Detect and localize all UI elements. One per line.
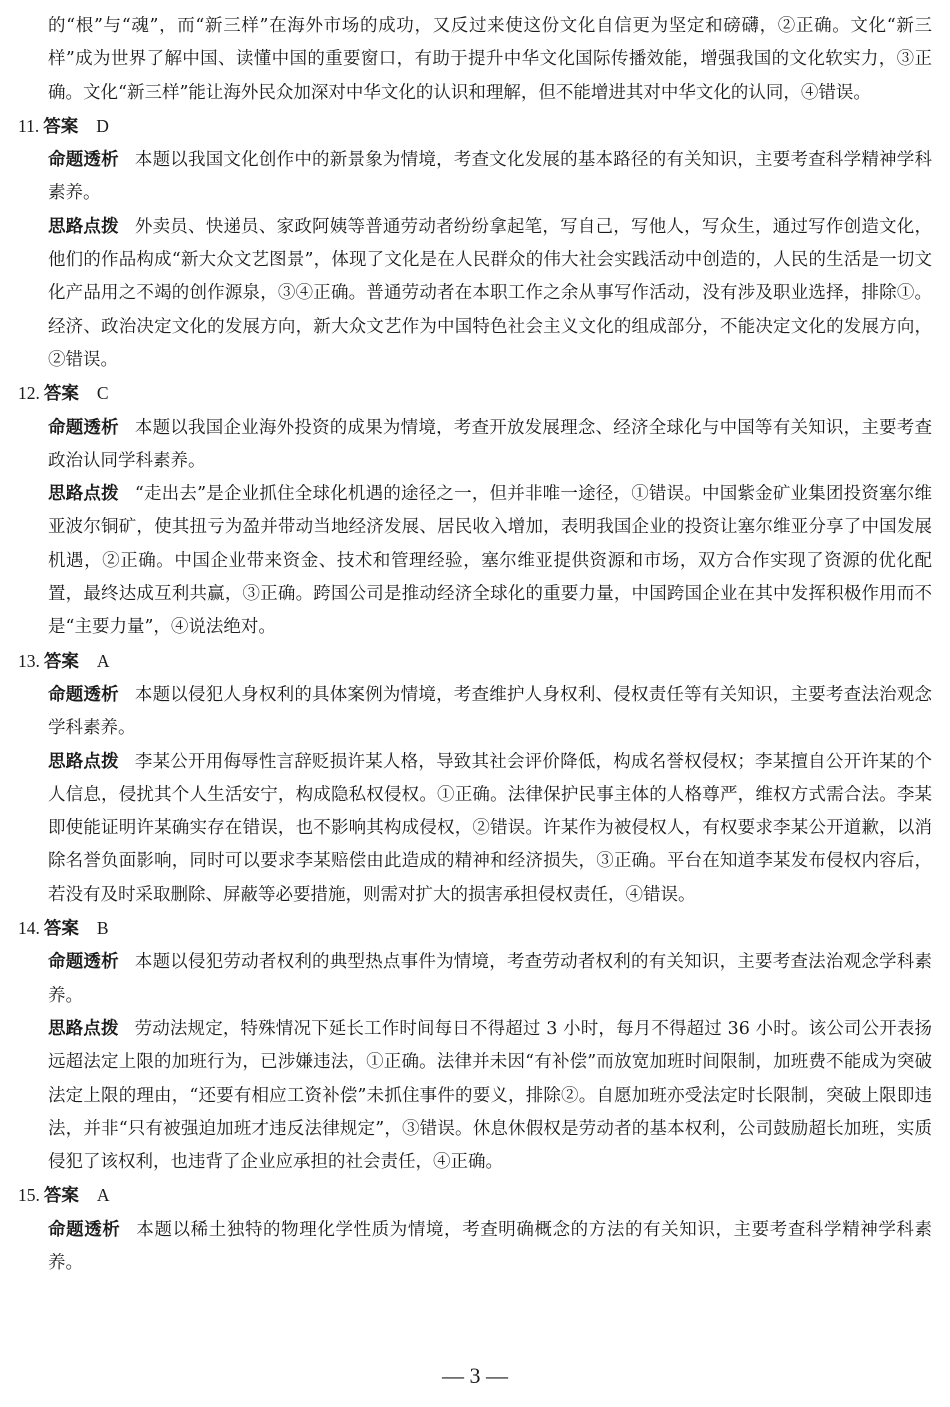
analysis-label: 命题透析 bbox=[48, 1219, 121, 1240]
analysis-label: 命题透析 bbox=[48, 952, 119, 973]
hint-paragraph bbox=[18, 211, 932, 377]
answer-label: 答案 bbox=[43, 651, 79, 672]
answer-label: 答案 bbox=[43, 919, 79, 940]
analysis-label: 命题透析 bbox=[48, 684, 119, 705]
hint-text: 劳动法规定，特殊情况下延长工作时间每日不得超过 3 小时，每月不得超过 36 小时。该公司公开表扬远超法定上限的加班行为，已涉嫌违法，①正确。法律并未因“有补偿”而放宽加班时间限制，加班费不能成为突破法定上限的理由，“还要有相应工资补偿”未抓住事件的要义，排除②。自愿加班亦受法定时长限制，突破上限即违法，并非“只有被强迫加班才违反法律规定”，③错误。休息休假权是劳动者的基本权利，公司鼓励超长加班，实质侵犯了该权利，也违背了企业应承担的社会责任，④正确。 bbox=[48, 1018, 933, 1173]
question-block bbox=[18, 645, 932, 912]
document-page bbox=[18, 10, 932, 1280]
question-number: 11. bbox=[18, 115, 40, 136]
question-number: 12. bbox=[18, 383, 40, 404]
answer-value: D bbox=[96, 115, 109, 136]
question-header bbox=[18, 1179, 932, 1213]
analysis-paragraph bbox=[18, 946, 932, 1013]
question-header bbox=[18, 912, 932, 946]
intro-paragraph: 的“根”与“魂”，而“新三样”在海外市场的成功，又反过来使这份文化自信更为坚定和磅礴，②正确。文化“新三样”成为世界了解中国、读懂中国的重要窗口，有助于提升中华文化国际传播效能，增强我国的文化软实力，③正确。文化“新三样”能让海外民众加深对中华文化的认识和理解，但不能增进其对中华文化的认同，④错误。 bbox=[48, 16, 932, 103]
analysis-label: 命题透析 bbox=[48, 150, 119, 171]
hint-paragraph bbox=[18, 746, 932, 912]
analysis-paragraph bbox=[18, 412, 932, 479]
hint-text: 李某公开用侮辱性言辞贬损许某人格，导致其社会评价降低，构成名誉权侵权；李某擅自公开许某的个人信息，侵扰其个人生活安宁，构成隐私权侵权。①正确。法律保护民事主体的人格尊严，维权方式需合法。李某即使能证明许某确实存在错误，也不影响其构成侵权，②错误。许某作为被侵权人，有权要求李某公开道歉，以消除名誉负面影响，同时可以要求李某赔偿由此造成的精神和经济损失，③正确。平台在知道李某发布侵权内容后，若没有及时采取删除、屏蔽等必要措施，则需对扩大的损害承担侵权责任，④错误。 bbox=[48, 751, 932, 905]
answer-value: A bbox=[96, 650, 110, 671]
analysis-paragraph bbox=[18, 679, 932, 746]
answer-label: 答案 bbox=[43, 116, 79, 137]
answer-value: B bbox=[96, 918, 109, 939]
hint-paragraph bbox=[18, 1013, 932, 1179]
hint-label: 思路点拨 bbox=[48, 216, 119, 237]
answer-value: A bbox=[96, 1185, 110, 1206]
analysis-paragraph bbox=[18, 1214, 932, 1281]
analysis-text: 本题以稀土独特的物理化学性质为情境，考查明确概念的方法的有关知识，主要考查科学精神学科素养。 bbox=[48, 1219, 933, 1273]
answer-label: 答案 bbox=[43, 384, 79, 405]
hint-label: 思路点拨 bbox=[48, 484, 119, 505]
analysis-text: 本题以侵犯人身权利的具体案例为情境，考查维护人身权利、侵权责任等有关知识，主要考查法治观念学科素养。 bbox=[48, 684, 932, 739]
question-header bbox=[18, 645, 932, 679]
question-number: 15. bbox=[18, 1185, 40, 1206]
question-header bbox=[18, 377, 932, 411]
hint-text: “走出去”是企业抓住全球化机遇的途径之一，但并非唯一途径，①错误。中国紫金矿业集团投资塞尔维亚波尔铜矿，使其扭亏为盈并带动当地经济发展、居民收入增加，表明我国企业的投资让塞尔维亚分享了中国发展机遇，②正确。中国企业带来资金、技术和管理经验，塞尔维亚提供资源和市场，双方合作实现了资源的优化配置，最终达成互利共赢，③正确。跨国公司是推动经济全球化的重要力量，中国跨国企业在其中发挥积极作用而不是“主要力量”，④说法绝对。 bbox=[48, 484, 933, 638]
hint-label: 思路点拨 bbox=[48, 1018, 119, 1039]
question-header bbox=[18, 110, 932, 144]
analysis-text: 本题以我国文化创作中的新景象为情境，考查文化发展的基本路径的有关知识，主要考查科学精神学科素养。 bbox=[48, 150, 932, 204]
answer-value: C bbox=[96, 383, 109, 404]
question-block bbox=[18, 110, 932, 377]
question-number: 13. bbox=[18, 650, 40, 671]
question-block bbox=[18, 912, 932, 1179]
page-number: — 3 — bbox=[442, 1363, 508, 1388]
analysis-text: 本题以我国企业海外投资的成果为情境，考查开放发展理念、经济全球化与中国等有关知识，主要考查政治认同学科素养。 bbox=[48, 417, 932, 471]
hint-text: 外卖员、快递员、家政阿姨等普通劳动者纷纷拿起笔，写自己，写他人，写众生，通过写作创造文化，他们的作品构成“新大众文艺图景”，体现了文化是在人民群众的伟大社会实践活动中创造的，人民的生活是一切文化产品用之不竭的创作源泉，③④正确。普通劳动者在本职工作之余从事写作活动，没有涉及职业选择，排除①。经济、政治决定文化的发展方向，新大众文艺作为中国特色社会主义文化的组成部分，不能决定文化的发展方向，②错误。 bbox=[48, 216, 932, 370]
analysis-paragraph bbox=[18, 144, 932, 211]
answer-label: 答案 bbox=[43, 1186, 79, 1207]
question-block bbox=[18, 1179, 932, 1280]
question-block bbox=[18, 377, 932, 644]
analysis-text: 本题以侵犯劳动者权利的典型热点事件为情境，考查劳动者权利的有关知识，主要考查法治观念学科素养。 bbox=[48, 952, 932, 1006]
analysis-label: 命题透析 bbox=[48, 417, 119, 438]
question-number: 14. bbox=[18, 918, 40, 939]
hint-label: 思路点拨 bbox=[48, 751, 119, 772]
hint-paragraph bbox=[18, 478, 932, 644]
